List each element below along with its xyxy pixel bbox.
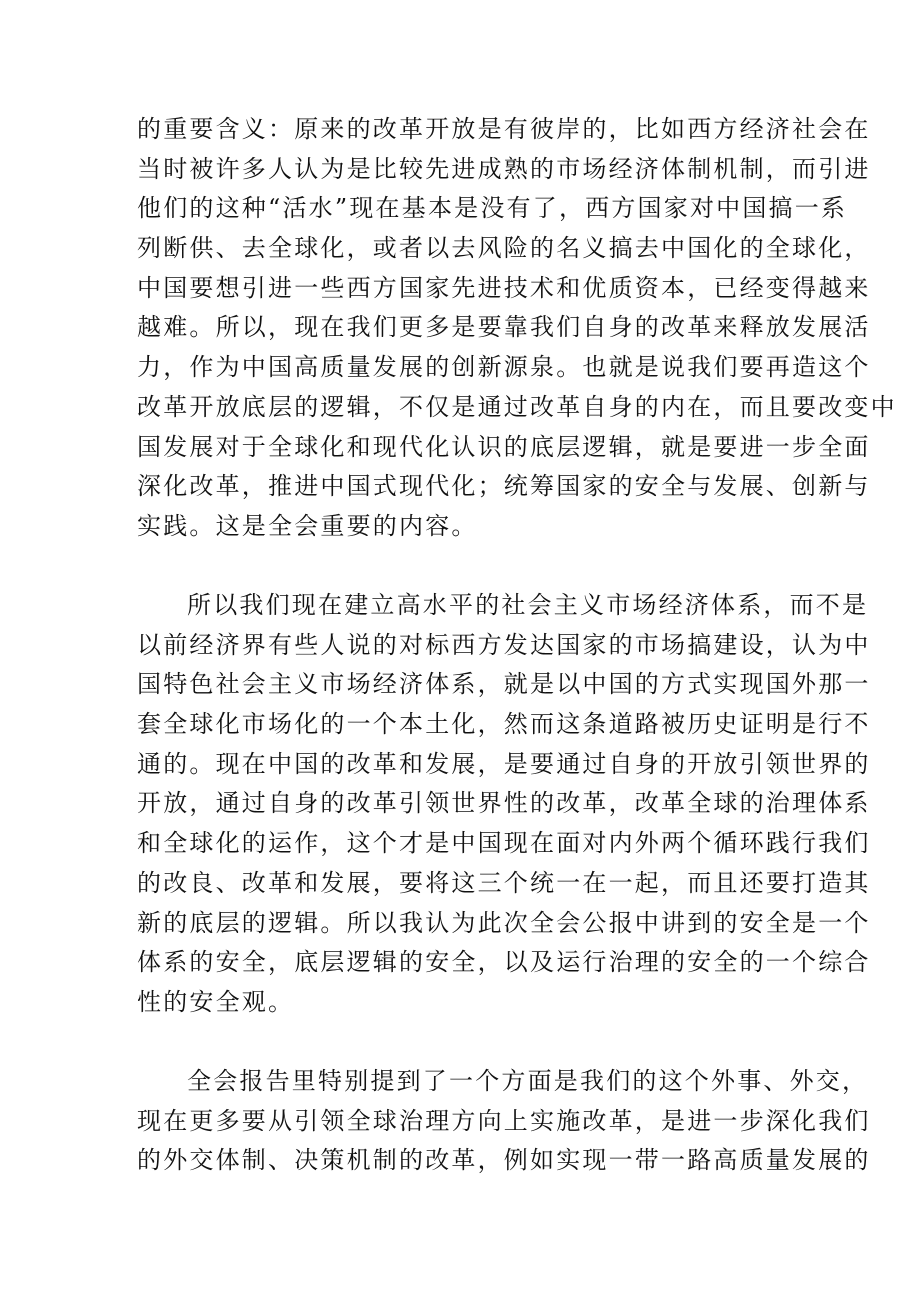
text-line: 越难。所以，现在我们更多是要靠我们自身的改革来释放发展活: [137, 313, 871, 342]
text-line: 中国要想引进一些西方国家先进技术和优质资本，已经变得越来: [137, 273, 871, 302]
text-line: 新的底层的逻辑。所以我认为此次全会公报中讲到的安全是一个: [137, 908, 871, 937]
text-line: 套全球化市场化的一个本土化，然而这条道路被历史证明是行不: [137, 710, 871, 739]
text-line: 通的。现在中国的改革和发展，是要通过自身的开放引领世界的: [137, 749, 871, 778]
text-line: 现在更多要从引领全球治理方向上实施改革，是进一步深化我们: [137, 1106, 871, 1135]
text-line: 他们的这种“活水”现在基本是没有了，西方国家对中国搞一系: [137, 194, 848, 223]
text-line: 开放，通过自身的改革引领世界性的改革，改革全球的治理体系: [137, 789, 871, 818]
text-line: 力，作为中国高质量发展的创新源泉。也就是说我们要再造这个: [137, 353, 871, 382]
text-line: 列断供、去全球化，或者以去风险的名义搞去中国化的全球化，: [137, 234, 871, 263]
text-line: 实践。这是全会重要的内容。: [137, 511, 478, 540]
text-line: 深化改革，推进中国式现代化；统筹国家的安全与发展、创新与: [137, 472, 871, 501]
text-line: 国发展对于全球化和现代化认识的底层逻辑，就是要进一步全面: [137, 432, 871, 461]
text-line: 改革开放底层的逻辑，不仅是通过改革自身的内在，而且要改变中: [137, 392, 897, 421]
text-line: 国特色社会主义市场经济体系，就是以中国的方式实现国外那一: [137, 670, 871, 699]
text-line: 当时被许多人认为是比较先进成熟的市场经济体制机制，而引进: [137, 154, 871, 183]
paragraph-3: [137, 1062, 871, 1181]
text-line: 体系的安全，底层逻辑的安全，以及运行治理的安全的一个综合: [137, 948, 871, 977]
text-line: 性的安全观。: [137, 987, 295, 1016]
text-line: 所以我们现在建立高水平的社会主义市场经济体系，而不是: [187, 591, 869, 619]
text-line: 的外交体制、决策机制的改革，例如实现一带一路高质量发展的: [137, 1146, 871, 1175]
paragraph-2: [137, 586, 871, 1023]
text-line: 全会报告里特别提到了一个方面是我们的这个外事、外交，: [187, 1067, 869, 1095]
text-line: 的改良、改革和发展，要将这三个统一在一起，而且还要打造其: [137, 868, 871, 897]
text-line: 的重要含义：原来的改革开放是有彼岸的，比如西方经济社会在: [137, 115, 871, 143]
text-line: 和全球化的运作，这个才是中国现在面对内外两个循环践行我们: [137, 829, 871, 858]
text-line: 以前经济界有些人说的对标西方发达国家的市场搞建设，认为中: [137, 630, 871, 659]
paragraph-1: [137, 110, 897, 547]
